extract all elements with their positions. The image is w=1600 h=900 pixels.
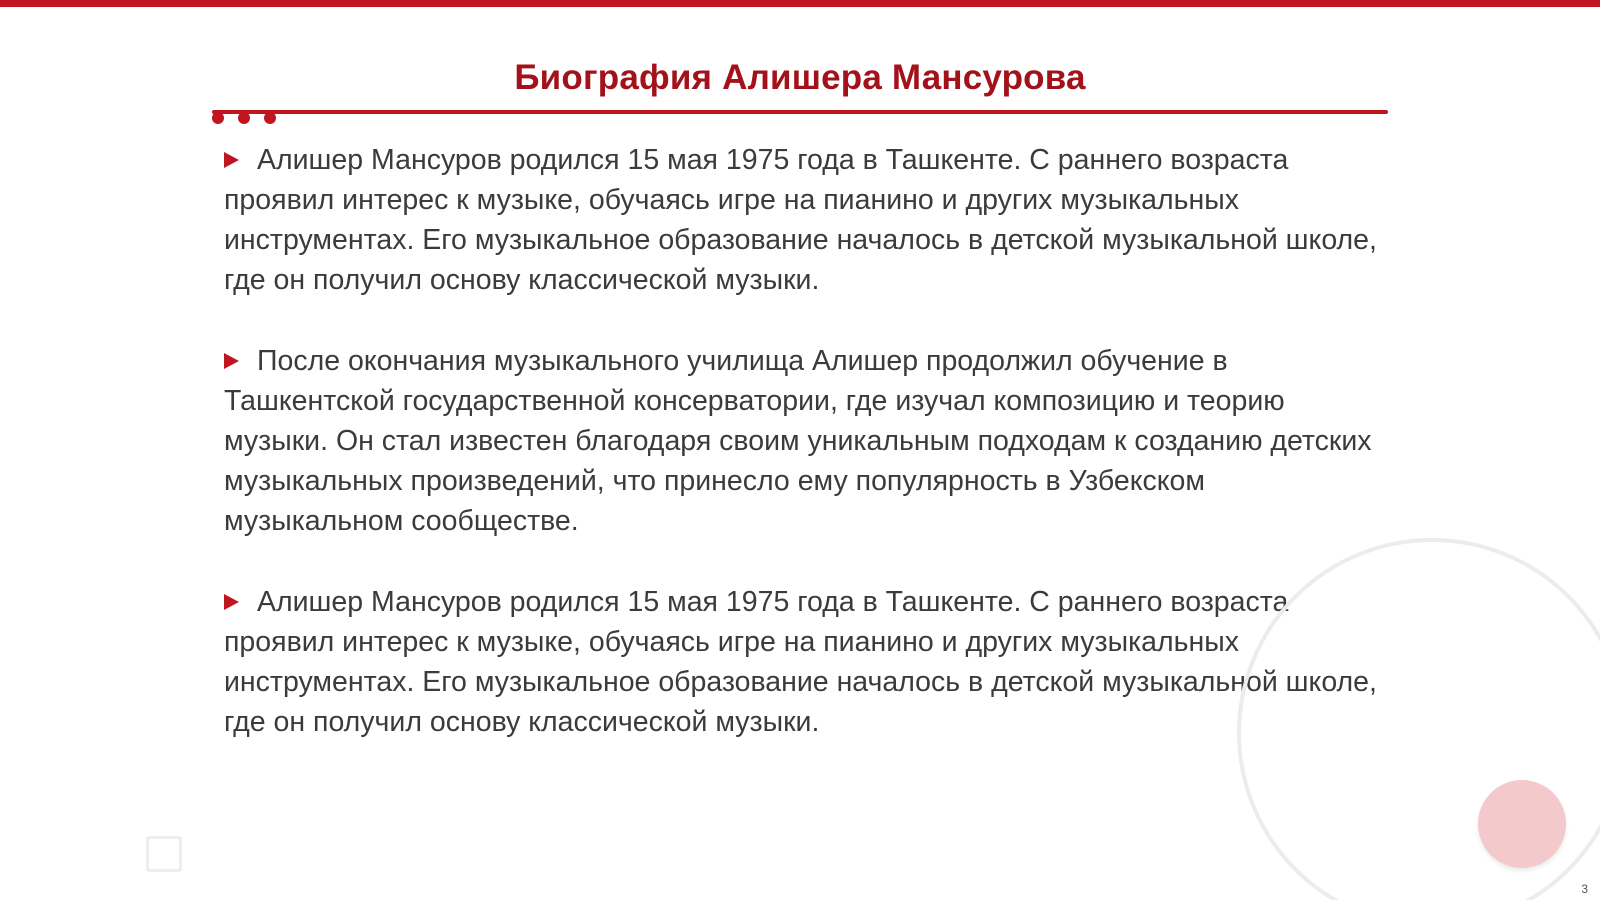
page-number: 3 [1581, 882, 1588, 896]
bullet-text: Алишер Мансуров родился 15 мая 1975 года в Ташкенте. С раннего возраста проявил интерес к музыке, обучаясь игре на пианино и других музыкальных инструментах. Его музыкальное образование началось в детской музыкальной школе, где он получил основу классической музыки. [224, 144, 1377, 296]
bullet-paragraph [224, 140, 1384, 300]
slide-title: Биография Алишера Мансурова [514, 58, 1086, 97]
bullet-text: Алишер Мансуров родился 15 мая 1975 года в Ташкенте. С раннего возраста проявил интерес к музыке, обучаясь игре на пианино и других музыкальных инструментах. Его музыкальное образование началось в детской музыкальной школе, где он получил основу классической музыки. [224, 586, 1377, 738]
triangle-right-icon [224, 594, 239, 610]
bullet-paragraph [224, 341, 1384, 541]
underline-dot [212, 112, 224, 124]
triangle-right-icon [224, 152, 239, 168]
bullet-paragraph [224, 582, 1384, 742]
underline-dot [264, 112, 276, 124]
title-underline [212, 110, 1388, 114]
underline-dot [238, 112, 250, 124]
triangle-right-icon [224, 353, 239, 369]
decorative-circle [1478, 780, 1566, 868]
bullet-text: После окончания музыкального училища Алишер продолжил обучение в Ташкентской государственной консерватории, где изучал композицию и теорию музыки. Он стал известен благодаря своим уникальным подходам к созданию детских музыкальных произведений, что принесло ему популярность в Узбекском музыкальном сообществе. [224, 345, 1372, 537]
title-underline-dots [212, 112, 282, 126]
bullet-list [224, 140, 1384, 783]
decorative-square [146, 836, 182, 872]
top-accent-bar [0, 0, 1600, 7]
